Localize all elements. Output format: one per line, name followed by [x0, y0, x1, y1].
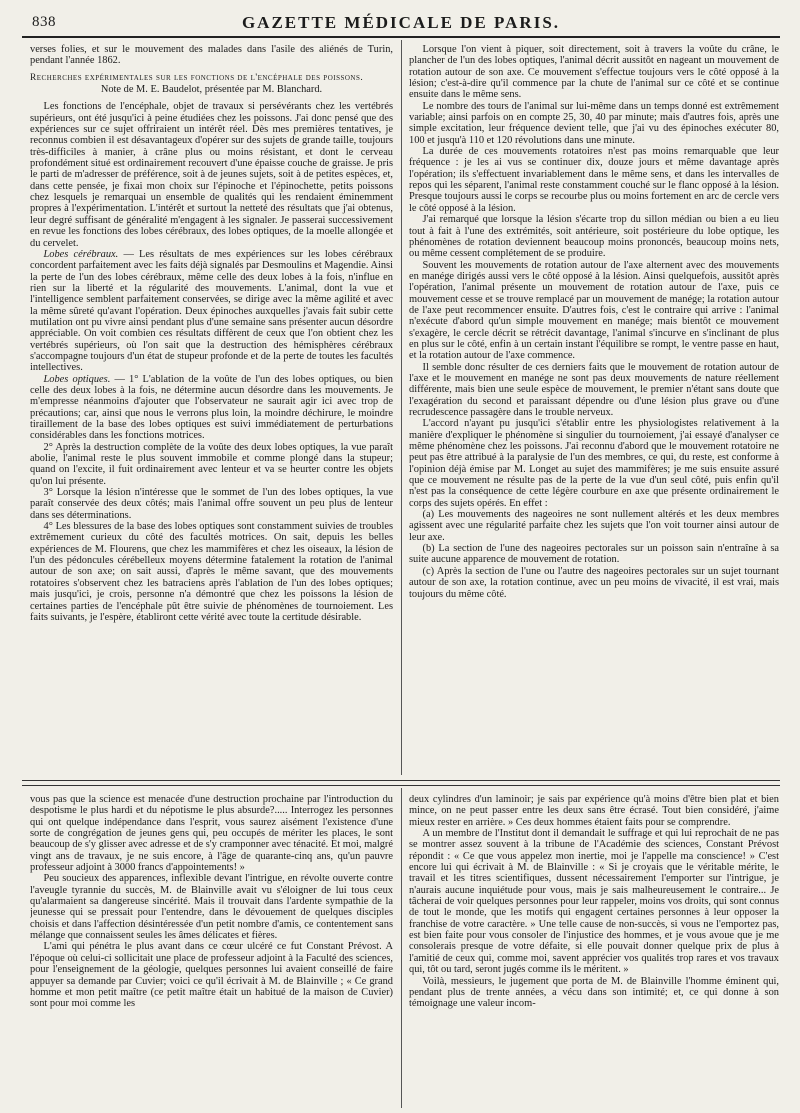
column-divider-bottom	[401, 788, 402, 1108]
paragraph: Il semble donc résulter de ces derniers faits que le mouvement de rotation autour de l'axe et le mouvement en manége ne sont pas deux mouvements de nature réellement différente, mais bien une seule espèce de mouvement, le premier n'étant sans doute que l'exagération du second et paraissant dépendre ou d'une lésion plus grave ou d'une recrudescence passagère dans le trouble nerveux.	[409, 361, 779, 418]
paragraph: Souvent les mouvements de rotation autour de l'axe alternent avec des mouvements en manége dirigés aussi vers le côté opposé à la lésion. Ainsi quelquefois, aussitôt après l'opération, l'animal présente un mouvement de rotation autour de l'axe, puis ce mouvement cesse et se trouve remplacé par un mouvement de manége; la rotation autour de l'axe peut recommencer ensuite. D'autres fois, c'est le contraire qui arrive : l'animal n'exécute d'abord qu'un simple mouvement en manége; mais bientôt ce mouvement s'exagère, le cercle décrit se rétrécit davantage, l'animal s'incurve en s'inclinant de plus en plus sur le côté, enfin à un certain instant l'équilibre se rompt, le ventre passe en haut, et la rotation autour de l'axe commence.	[409, 259, 779, 362]
paragraph: L'accord n'ayant pu jusqu'ici s'établir entre les physiologistes relativement à la manière d'expliquer le phénomène si singulier du tournoiement, j'ai essayé d'analyser ce même phénomène chez les poissons. J'ai reconnu d'abord que le mouvement rotatoire ne peut pas être attribué à la paralysie de l'un des membres, ce qui, du reste, est conforme à l'opinion déjà émise par M. Longet au sujet des mammifères; je me suis ensuite assuré que ce mouvement ne résulte pas de la perte de la vue d'un seul côté, puis enfin qu'il n'est pas la conséquence de cette légère courbure en axe que présente ordinairement le corps des sujets opérés. En effet :	[409, 418, 779, 509]
paragraph: Le nombre des tours de l'animal sur lui-même dans un temps donné est extrêmement variable; ainsi parfois on en compte 25, 30, 40 par minute; mais d'autres fois, après une simple excitation, leur fréquence devient telle, que j'ai vu des épinoches exécuter 80, 100 et jusqu'à 110 et 120 révolutions dans une minute.	[409, 100, 779, 146]
article-byline: Note de M. E. Baudelot, présentée par M. Blanchard.	[100, 84, 323, 96]
section-divider	[22, 780, 780, 786]
journal-title: GAZETTE MÉDICALE DE PARIS.	[241, 13, 561, 32]
list-item: (c) Après la section de l'une ou l'autre des nageoires pectorales sur un sujet tournant autour de son axe, la rotation continue, avec un peu moins de vivacité, il est vrai, mais toujours du même côté.	[409, 565, 779, 600]
page-header	[22, 10, 780, 38]
paragraph	[30, 374, 393, 442]
paragraph: 4° Les blessures de la base des lobes optiques sont constamment suivies de troubles extrêmement curieux du côté des facultés motrices. On sait, depuis les belles expériences de M. Flourens, que chez les mammifères et chez les oiseaux, la lésion de l'un des pédoncules cérébelleux moyens détermine fatalement la rotation de l'animal autour de son axe; on sait aussi, d'après le même savant, que des mouvements rotatoires s'observent chez les batraciens après l'ablation de l'un des lobes optiques; mais jusqu'ici, je crois, personne n'a démontré que chez les poissons la lésion de certaines parties de l'encéphale pût être suivie de phénomènes de tournoiement. Les faits suivants, je l'espère, établiront cette vérité avec toute la certitude désirable.	[30, 521, 393, 623]
paragraph: Voilà, messieurs, le jugement que porta de M. de Blainville l'homme éminent qui, pendant plus de trente années, a vécu dans son intimité; et, ce qui donne à son témoignage une valeur incom-	[409, 975, 779, 1010]
paragraph: verses folies, et sur le mouvement des malades dans l'asile des aliénés de Turin, pendant l'année 1862.	[30, 44, 393, 67]
paragraph: deux cylindres d'un laminoir; je sais par expérience qu'à moins d'être bien plat et bien mince, on ne peut passer entre les deux sans être écrasé. Tout bien considéré, j'aime mieux rester en arrière. » Ces deux hommes étaient faits pour se comprendre.	[409, 794, 779, 828]
paragraph: Peu soucieux des apparences, inflexible devant l'intrigue, en révolte ouverte contre l'aveugle tyrannie du succès, M. de Blainville avait vu s'éloigner de lui tous ceux qu'alarmaient sa dangereuse sincérité. Mais il trouvait dans l'ardente sympathie de la jeunesse qui se pressait pour l'entendre, dans le dévouement de quelques disciples choisis et dans l'affection désintéressée d'un petit nombre d'amis, ce contentement sans mélange que connaissent seules les âmes délicates et fières.	[30, 873, 393, 942]
paragraph: 2° Après la destruction complète de la voûte des deux lobes optiques, la vue paraît abolie, l'animal reste le plus souvent immobile et comme plongé dans la stupeur; quand on l'excite, il fuit ordinairement avec lenteur et va se heurter contre les objets qu'on lui présente.	[30, 441, 393, 487]
column-top-right	[409, 44, 779, 772]
paragraph: L'ami qui pénétra le plus avant dans ce cœur ulcéré ce fut Constant Prévost. A l'époque où celui-ci sollicitait une place de professeur adjoint à la Faculté des sciences, pour l'enseignement de la géologie, quelques personnes lui avaient conseillé de faire appuyer sa demande par Cuvier; voici ce qu'il écrivait à M. de Blainville ; « Ce grand homme et mon petit maître (ce petit maître était un habitué de la maison de Cuvier) sont pour moi comme les	[30, 941, 393, 1010]
list-item: (a) Les mouvements des nageoires ne sont nullement altérés et les deux membres agissent avec une régularité parfaite chez les sujets que l'on voit tourner ainsi autour de leur axe.	[409, 509, 779, 543]
paragraph-text: — 1° L'ablation de la voûte de l'un des lobes optiques, ou bien celle des deux lobes à la fois, ne détermine aucun désordre dans les mouvements. Je m'empresse néanmoins d'ajouter que l'observateur ne saurait agir ici avec trop de précautions; car, ainsi que nous le verrons plus loin, la moindre déchirure, le moindre tiraillement de la base des lobes optiques est suivi immédiatement de perturbations considérables dans les fonctions motrices.	[30, 373, 393, 442]
list-item: (b) La section de l'une des nageoires pectorales sur un poisson sain n'entraîne à sa suite aucune apparence de mouvement de rotation.	[409, 543, 779, 566]
paragraph: 3° Lorsque la lésion n'intéresse que le sommet de l'un des lobes optiques, la vue paraît conservée des deux côtés; mais l'animal offre souvent un peu plus de lenteur dans ses déterminations.	[30, 487, 393, 521]
column-bottom-right	[409, 794, 779, 1108]
paragraph: A un membre de l'Institut dont il demandait le suffrage et qui lui reprochait de ne pas se montrer assez souvent à la tribune de l'Académie des sciences, Constant Prévost répondit : « Ce que vous appelez mon inertie, moi je l'appelle ma conscience! » C'est encore lui qui écrivait à M. de Blainville : « Si je croyais que le véritable mérite, le travail et les titres scientifiques, dussent nécessairement l'emporter sur l'intrigue, je n'aurais aucune inquiétude pour vous, mais je sais malheureusement le contraire... Je tâcherai de voir quelques personnes pour leur rappeler, moins vos droits, qui sont connus de tout le monde, que les motifs qui engagent certaines personnes à leur opposer la franchise de votre caractère. » Une telle cause de non-succès, si vous ne l'emportez pas, est bien faite pour vous consoler de l'injustice des hommes, et je vous avoue que je me consolerais presque de votre défaite, si elle pouvait donner quelque prix de plus à l'amitié de ceux qui, comme moi, savent apprécier vos qualités trop rares et vos travaux qui, tôt ou tard, seront jugés comme ils le méritent. »	[409, 828, 779, 976]
paragraph: La durée de ces mouvements rotatoires n'est pas moins remarquable que leur fréquence : je les ai vus se continuer dix, douze jours et même davantage après l'opération; ils s'effectuent invariablement dans le même sens, et dans les intervalles de repos qui les séparent, l'animal reste constamment couché sur le flanc opposé à la lésion. Presque toujours aussi le corps se recourbe plus ou moins fortement en arc de cercle vers le côté opposé à la lésion.	[409, 146, 779, 214]
column-bottom-left	[30, 794, 393, 1108]
column-top-left	[30, 44, 393, 772]
subsection-label: Lobes optiques.	[43, 373, 111, 385]
paragraph	[30, 249, 393, 374]
paragraph: Lorsque l'on vient à piquer, soit directement, soit à travers la voûte du crâne, le plancher de l'un des lobes optiques, l'animal décrit aussitôt en nageant un mouvement de rotation autour de son axe. Ce mouvement s'effectue toujours vers le côté opposé à la lésion; c'est-à-dire qu'il commence par la chute de l'animal sur ce côté et se continue ensuite dans le même sens.	[409, 44, 779, 101]
paragraph: J'ai remarqué que lorsque la lésion s'écarte trop du sillon médian ou bien a eu lieu tout à fait à l'une des extrémités, soit antérieure, soit postérieure du lobe optique, les phénomènes de rotation deviennent beaucoup moins prononcés, beaucoup moins nets, ou même cessent complétement de se produire.	[409, 214, 779, 260]
paragraph: Les fonctions de l'encéphale, objet de travaux si persévérants chez les vertébrés supérieurs, ont été jusqu'ici à peine étudiées chez les poissons. J'ai donc pensé que des expériences sur ce sujet offriraient un intérêt réel. Dès mes premières tentatives, je reconnus combien il est désavantageux d'opérer sur des sujets de grande taille, toujours très-difficiles à manier, à crâne plus ou moins résistant, et dont le cerveau profondément situé est ordinairement recouvert d'une épaisse couche de graisse. Je pris le parti de m'adresser de préférence, soit à de jeunes sujets, soit à de petites espèces, et, dans cette pensée, je fixai mon choix sur l'épinoche et l'épinochette, petits poissons chez lesquels je remarquai un ensemble de qualités qui les rendaient éminemment propres à l'expérimentation. L'intérêt et surtout la netteté des résultats que j'ai obtenus, leur degré suffisant de généralité m'engagent à les signaler. Je passerai successivement en revue les fonctions des lobes cérébraux, des lobes optiques, de la moelle allongée et du cervelet.	[30, 101, 393, 249]
subsection-label: Lobes cérébraux.	[43, 248, 119, 260]
paragraph-text: — Les résultats de mes expériences sur les lobes cérébraux concordent parfaitement avec les faits déjà signalés par Desmoulins et Magendie. Ainsi la perte de l'un des lobes cérébraux, même celle des deux lobes à la fois, n'influe en rien sur la liberté et la régularité des mouvements. L'animal, dont la vue et l'intelligence semblent parfaitement conservées, se dirige avec la même agilité et avec la même sûreté qu'avant l'opération. Deux épinoches auxquelles j'avais fait subir cette mutilation ont pu vivre ainsi pendant plus d'une semaine sans présenter aucun désordre appréciable. On voit combien ces résultats diffèrent de ceux que l'on obtient chez les vertébrés supérieurs, où l'on sait que la destruction des hémisphères cérébraux s'accompagne toujours d'un état de stupeur profonde et de la perte de toutes les facultés intellectives.	[30, 248, 393, 374]
column-divider-top	[401, 40, 402, 775]
paragraph: vous pas que la science est menacée d'une destruction prochaine par l'introduction du despotisme le plus hardi et du népotisme le plus absurde?..... Interrogez les personnes qui ont quelque indépendance dans l'esprit, vous saurez aisément l'existence d'une sorte de congrégation de jeunes gens qui, peu occupés de mériter les places, le sont beaucoup de s'y glisser avec adresse et de s'y cramponner avec ténacité. Et moi, malgré vingt ans de travaux, je ne suis encore, à l'âge de quarante-cinq ans, qu'un pauvre professeur adjoint à 3000 francs d'appointements! »	[30, 794, 393, 874]
article-heading: Recherches expérimentales sur les fonctions de l'encéphale des poissons.	[30, 72, 364, 83]
page-number: 838	[32, 14, 56, 30]
